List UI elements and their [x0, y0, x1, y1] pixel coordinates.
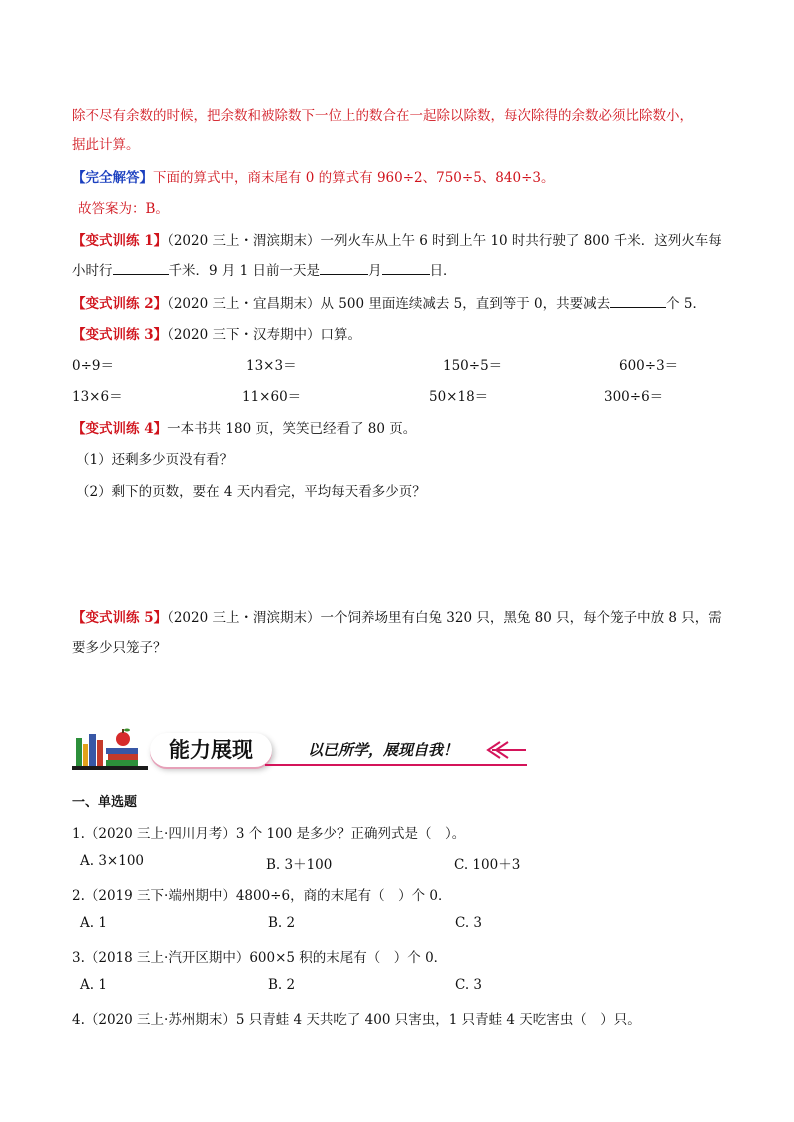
calc-item: 0÷9＝ — [72, 358, 114, 374]
option-a[interactable]: A. 1 — [80, 915, 107, 931]
answer-blank[interactable] — [113, 262, 169, 275]
training-2-text-b: 个 5． — [666, 296, 706, 312]
training-1-text-b4: 日． — [429, 263, 457, 279]
training-5-text: （2020 三上・渭滨期末）一个饲养场里有白兔 320 只，黑兔 80 只，每个笼子中放 8 只，需 — [167, 610, 722, 626]
training-5-line-2: 要多少只笼子？ — [72, 640, 167, 656]
option-c[interactable]: C. 3 — [455, 977, 483, 993]
banner-slogan: 以已所学，展现自我！ — [308, 741, 459, 759]
calc-item: 13×3＝ — [246, 358, 297, 374]
training-3-line — [72, 323, 361, 343]
option-c[interactable]: C. 100＋3 — [454, 857, 521, 873]
calc-item: 600÷3＝ — [619, 358, 679, 374]
calc-item: 300÷6＝ — [604, 389, 664, 405]
calc-item: 13×6＝ — [72, 389, 123, 405]
banner-title: 能力展现 — [150, 733, 272, 767]
banner-divider — [265, 764, 527, 766]
option-b[interactable]: B. 2 — [268, 977, 296, 993]
calc-item: 50×18＝ — [429, 389, 489, 405]
training-1-text-b1: 小时行 — [72, 263, 113, 279]
training-1-text-b3: 月 — [368, 263, 382, 279]
explanation-line-2: 据此计算。 — [72, 137, 140, 153]
training-4-question-2: （2）剩下的页数，要在 4 天内看完，平均每天看多少页？ — [76, 484, 426, 500]
option-a[interactable]: A. 3×100 — [80, 853, 144, 869]
answer-tag: 【完全解答】 — [72, 170, 153, 186]
training-1-text: （2020 三上・渭滨期末）一列火车从上午 6 时到上午 10 时共行驶了 800 千米．这列火车每 — [167, 233, 722, 249]
training-2-line — [72, 292, 706, 312]
option-b[interactable]: B. 3＋100 — [266, 857, 333, 873]
training-4-question-1: （1）还剩多少页没有看？ — [76, 452, 234, 468]
training-1-line-1 — [72, 229, 722, 249]
option-a[interactable]: A. 1 — [80, 977, 107, 993]
calc-item: 150÷5＝ — [443, 358, 503, 374]
double-arrow-icon — [486, 740, 528, 760]
answer-blank[interactable] — [610, 295, 666, 308]
answer-line — [72, 166, 554, 186]
answer-blank[interactable] — [382, 262, 430, 275]
training-1-line-2 — [72, 259, 457, 279]
answer-blank[interactable] — [320, 262, 368, 275]
answer-text: 下面的算式中，商末尾有 0 的算式有 960÷2、750÷5、840÷3。 — [153, 170, 555, 186]
training-3-text: （2020 三下・汉寿期中）口算。 — [167, 327, 361, 343]
training-2-tag: 【变式训练 2】 — [72, 296, 168, 312]
question-2-stem: 2.（2019 三下·端州期中）4800÷6，商的末尾有（ ）个 0． — [72, 888, 452, 904]
question-1-stem: 1.（2020 三上·四川月考）3 个 100 是多少？正确列式是（ ）。 — [72, 826, 466, 842]
books-icon — [72, 726, 152, 772]
training-3-tag: 【变式训练 3】 — [72, 327, 168, 343]
calc-item: 11×60＝ — [242, 389, 302, 405]
option-b[interactable]: B. 2 — [268, 915, 296, 931]
training-4-text: 一本书共 180 页，笑笑已经看了 80 页。 — [167, 421, 417, 437]
training-5-line-1 — [72, 606, 722, 626]
option-c[interactable]: C. 3 — [455, 915, 483, 931]
conclusion: 故答案为：B。 — [78, 201, 169, 217]
explanation-line-1: 除不尽有余数的时候，把余数和被除数下一位上的数合在一起除以除数，每次除得的余数必须比除数小， — [72, 108, 693, 124]
question-3-stem: 3.（2018 三上·汽开区期中）600×5 积的末尾有（ ）个 0． — [72, 950, 448, 966]
training-1-text-b2: 千米．9 月 1 日前一天是 — [168, 263, 321, 279]
training-1-tag: 【变式训练 1】 — [72, 233, 168, 249]
question-4-stem: 4.（2020 三上·苏州期末）5 只青蛙 4 天共吃了 400 只害虫，1 只青蛙 4 天吃害虫（ ）只。 — [72, 1012, 641, 1028]
training-5-tag: 【变式训练 5】 — [72, 610, 168, 626]
section-title: 一、单选题 — [72, 795, 138, 810]
training-4-tag: 【变式训练 4】 — [72, 421, 168, 437]
training-2-text: （2020 三上・宜昌期末）从 500 里面连续减去 5，直到等于 0，共要减去 — [167, 296, 611, 312]
training-4-line — [72, 417, 416, 437]
